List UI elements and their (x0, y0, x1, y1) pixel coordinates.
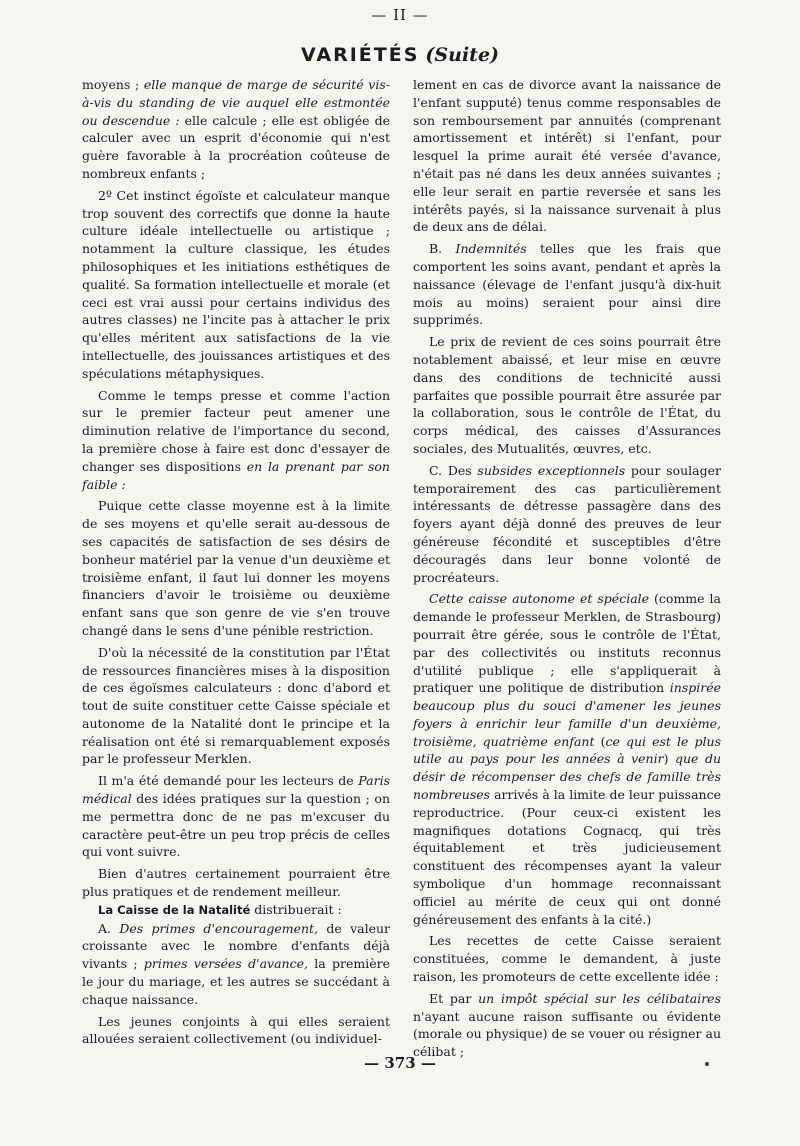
paragraph: Les recettes de cette Caisse seraient constituées, comme le demandent, à juste raison, les promoteurs de cette excellente idée : (413, 933, 721, 985)
page-number-roman: — II — (371, 6, 429, 24)
paragraph: Cette caisse autonome et spéciale (comme la demande le professeur Merklen, de Strasbourg) pourrait être gérée, sous le contrôle de l'État, par des collectivités ou instituts reconnus d'utilité publique ; elle s'appliquerait à pratiquer une politique de distribution inspirée beaucoup plus du souci d'amener les jeunes foyers à enrichir leur famille d'un deuxième, troisième, quatrième enfant (ce qui est le plus utile au pays pour les années à venir) que du désir de récompenser des chefs de famille très nombreuses arrivés à la limite de leur puissance reproductrice. (Pour ceux-ci existent les magnifiques dotations Cognacq, qui très équitablement et très judicieusement constituent des récompenses ayant la valeur symbolique d'un hommage reconnaissant officiel au mérite de ceux qui ont donné généreusement des enfants à la cité.) (413, 591, 722, 927)
paragraph: Et par un impôt spécial sur les célibataires n'ayant aucune raison suffisante ou évidente (morale ou physique) de se vouer ou résigner au célibat ; (413, 990, 721, 1060)
paragraph: C. Des subsides exceptionnels pour soulager temporairement des cas particulièrement intéressants de détresse passagère dans des foyers ayant déjà donné des preuves de leur généreuse fécondité et susceptibles d'être découragés dans leur bonne volonté de procréateurs. (413, 462, 721, 585)
paragraph: Puique cette classe moyenne est à la limite de ses moyens et qu'elle serait au-dessous de ses capacités de satisfaction de ses désirs de bonheur matériel par la venue d'un deuxième et troisième enfant, il faut lui donner les moyens financiers d'avoir le troisième ou deuxième enfant sans que son genre de vie s'en trouve changé dans le sens d'une pénible restriction. (82, 498, 390, 638)
left-column (82, 76, 390, 1048)
paragraph: moyens ; elle manque de marge de sécurité vis-à-vis du standing de vie auquel elle estmontée ou descendue : elle calcule ; elle est obligée de calculer avec un esprit d'économie qui n'est guère favorable à la procréation coûteuse de nombreux enfants ; (82, 77, 391, 181)
section-suite: (Suite) (425, 44, 500, 66)
paragraph: lement en cas de divorce avant la naissance de l'enfant supputé) tenus comme responsables de son remboursement par annuités (comprenant amortissement et intérêt) si l'enfant, pour lesquel la prime aurait été versée d'avance, n'était pas né dans les deux années suivantes ; elle leur serait en partie reversée et sans les intérêts payés, si la naissance survenait à plus de deux ans de délai. (413, 77, 721, 235)
paragraph: 2º Cet instinct égoïste et calculateur manque trop souvent des correctifs que donne la haute culture idéale intellectuelle ou artistique ; notamment la culture classique, les études philosophiques et les initiations esthétiques de qualité. Sa formation intellectuelle et morale (et ceci est vrai aussi pour certains individus des autres classes) ne l'incite pas à attacher le prix qu'elles méritent aux satisfactions de la vie intellectuelle, des jouissances artistiques et des spéculations métaphysiques. (82, 187, 390, 381)
right-column (413, 76, 721, 1061)
paragraph: D'où la nécessité de la constitution par l'État de ressources financières mises à la disposition de ces égoïsmes calculateurs : donc d'abord et tout de suite constituer cette Caisse spéciale et autonome de la Natalité dont le principe et la réalisation ont été si remarquablement exposés par le professeur Merklen. (82, 644, 390, 767)
running-head (0, 44, 800, 66)
paragraph: Les jeunes conjoints à qui elles seraient allouées seraient collectivement (ou individuel- (82, 1013, 390, 1047)
paragraph: Le prix de revient de ces soins pourrait être notablement abaissé, et leur mise en œuvre dans des conditions de technicité aussi parfaites que possible pourrait être assurée par la collaboration, sous le contrôle de l'État, du corps médical, des caisses d'Assurances sociales, des Mutualités, œuvres, etc. (413, 334, 721, 456)
paragraph: Il m'a été demandé pour les lecteurs de Paris médical des idées pratiques sur la question ; on me permettra donc de ne pas m'excuser du caractère peut-être un peu trop précis de celles qui vont suivre. (82, 773, 390, 860)
paragraph: A. Des primes d'encouragement, de valeur croissante avec le nombre d'enfants déjà vivants ; primes versées d'avance, la première le jour du mariage, et les autres se succédant à chaque naissance. (82, 920, 390, 1007)
paragraph: Bien d'autres certainement pourraient être plus pratiques et de rendement meilleur. (82, 866, 390, 900)
paragraph: B. Indemnités telles que les frais que comportent les soins avant, pendant et après la naissance (élevage de l'enfant jusqu'à dix-huit mois au moins) seraient pour ainsi dire supprimés. (413, 241, 721, 328)
section-title: VARIÉTÉS (300, 44, 420, 66)
ink-dot (705, 1062, 709, 1066)
paragraph: La Caisse de la Natalité distribuerait : (98, 901, 342, 917)
paragraph: Comme le temps presse et comme l'action sur le premier facteur peut amener une diminution relative de l'importance du second, la première chose à faire est donc d'essayer de changer ses dispositions en la prenant par son faible : (82, 387, 390, 492)
page-number: — 373 — (364, 1054, 436, 1072)
